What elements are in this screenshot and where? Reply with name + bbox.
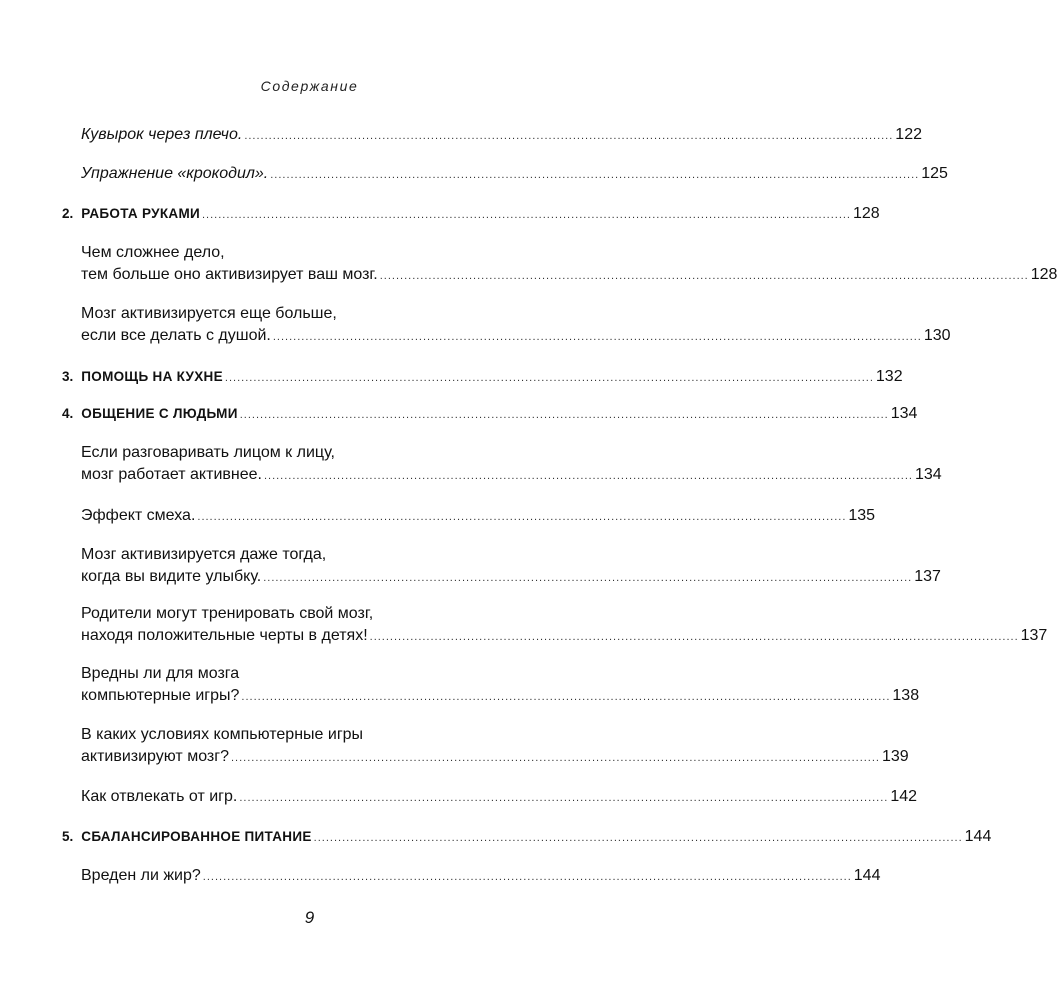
toc-page-number: 122 bbox=[895, 126, 922, 143]
chapter-number: 5. bbox=[62, 829, 74, 844]
leader-dots: ................................................................................................................................................................ bbox=[272, 331, 922, 343]
page-header: Содержание bbox=[260, 78, 359, 94]
leader-dots: ................................................................................................................................................................ bbox=[313, 832, 963, 844]
toc-page-number: 135 bbox=[848, 507, 876, 524]
leader-dots: ................................................................................................................................................................ bbox=[197, 511, 847, 523]
toc-page-number: 128 bbox=[852, 205, 880, 222]
leader-dots: ................................................................................................................................................................ bbox=[202, 209, 851, 221]
toc-entry-title: Упражнение «крокодил». bbox=[81, 165, 269, 182]
leader-dots: ................................................................................................................................................................ bbox=[224, 372, 874, 384]
chapter-title: ОБЩЕНИЕ С ЛЮДЬМИ bbox=[81, 406, 238, 421]
chapter-title: ПОМОЩЬ НА КУХНЕ bbox=[81, 369, 223, 384]
toc-entry-title: Кувырок через плечо. bbox=[81, 126, 243, 143]
toc-page-number: 134 bbox=[914, 466, 942, 483]
leader-dots: ................................................................................................................................................................ bbox=[202, 871, 852, 883]
toc-page-number: 134 bbox=[890, 405, 918, 422]
toc-page-number: 137 bbox=[914, 568, 941, 585]
toc-entry-title-line1: В каких условиях компьютерные игры bbox=[81, 726, 364, 743]
leader-dots: ................................................................................................................................................................ bbox=[263, 470, 913, 482]
leader-dots: ................................................................................................................................................................ bbox=[230, 752, 880, 764]
chapter-number: 2. bbox=[62, 206, 74, 221]
toc-entry-title-line2: компьютерные игры? bbox=[81, 687, 240, 704]
leader-dots: ................................................................................................................................................................ bbox=[239, 409, 889, 421]
leader-dots: ................................................................................................................................................................ bbox=[244, 130, 894, 142]
toc-page-number: 128 bbox=[1030, 266, 1057, 283]
page-number: 9 bbox=[304, 908, 315, 927]
leader-dots: ................................................................................................................................................................ bbox=[270, 169, 920, 181]
toc-entry-title-line2: если все делать с душой. bbox=[81, 327, 271, 344]
toc-page-number: 130 bbox=[923, 327, 951, 344]
toc-page-number: 138 bbox=[892, 687, 920, 704]
toc-entry-title-line1: Мозг активизируется даже тогда, bbox=[81, 546, 327, 563]
toc-page-number: 144 bbox=[964, 828, 992, 845]
chapter-title: СБАЛАНСИРОВАННОЕ ПИТАНИЕ bbox=[81, 829, 312, 844]
toc-entry-title-line1: Мозг активизируется еще больше, bbox=[81, 305, 337, 322]
toc-page-number: 144 bbox=[853, 867, 881, 884]
toc-page-number: 142 bbox=[890, 788, 918, 805]
leader-dots: ................................................................................................................................................................ bbox=[241, 691, 891, 703]
toc-entry-title-line2: когда вы видите улыбку. bbox=[81, 568, 262, 585]
leader-dots: ................................................................................................................................................................ bbox=[263, 572, 913, 584]
toc-entry-title-line1: Чем сложнее дело, bbox=[81, 244, 225, 261]
toc-entry-title-line1: Если разговаривать лицом к лицу, bbox=[81, 444, 335, 461]
toc-page-number: 132 bbox=[875, 368, 903, 385]
toc-entry-title-line2: тем больше оно активизирует ваш мозг. bbox=[81, 266, 378, 283]
chapter-number: 3. bbox=[62, 369, 74, 384]
chapter-number: 4. bbox=[62, 406, 74, 421]
leader-dots: ................................................................................................................................................................ bbox=[379, 270, 1029, 282]
toc-entry-title-line1: Родители могут тренировать свой мозг, bbox=[81, 605, 374, 622]
toc-entry-title-line2: мозг работает активнее. bbox=[81, 466, 262, 483]
toc-entry-title-line1: Вредны ли для мозга bbox=[81, 665, 240, 682]
leader-dots: ................................................................................................................................................................ bbox=[369, 631, 1019, 643]
toc-entry-title: Эффект смеха. bbox=[81, 507, 196, 524]
leader-dots: ................................................................................................................................................................ bbox=[239, 792, 889, 804]
toc-entry-title: Вреден ли жир? bbox=[81, 867, 201, 884]
toc-entry-title-line2: находя положительные черты в детях! bbox=[81, 627, 368, 644]
toc-page-number: 139 bbox=[881, 748, 909, 765]
toc-page-number: 125 bbox=[921, 165, 948, 182]
chapter-title: РАБОТА РУКАМИ bbox=[81, 206, 200, 221]
toc-entry-title: Как отвлекать от игр. bbox=[81, 788, 238, 805]
toc-entry-title-line2: активизируют мозг? bbox=[81, 748, 229, 765]
toc-page-number: 137 bbox=[1020, 627, 1048, 644]
